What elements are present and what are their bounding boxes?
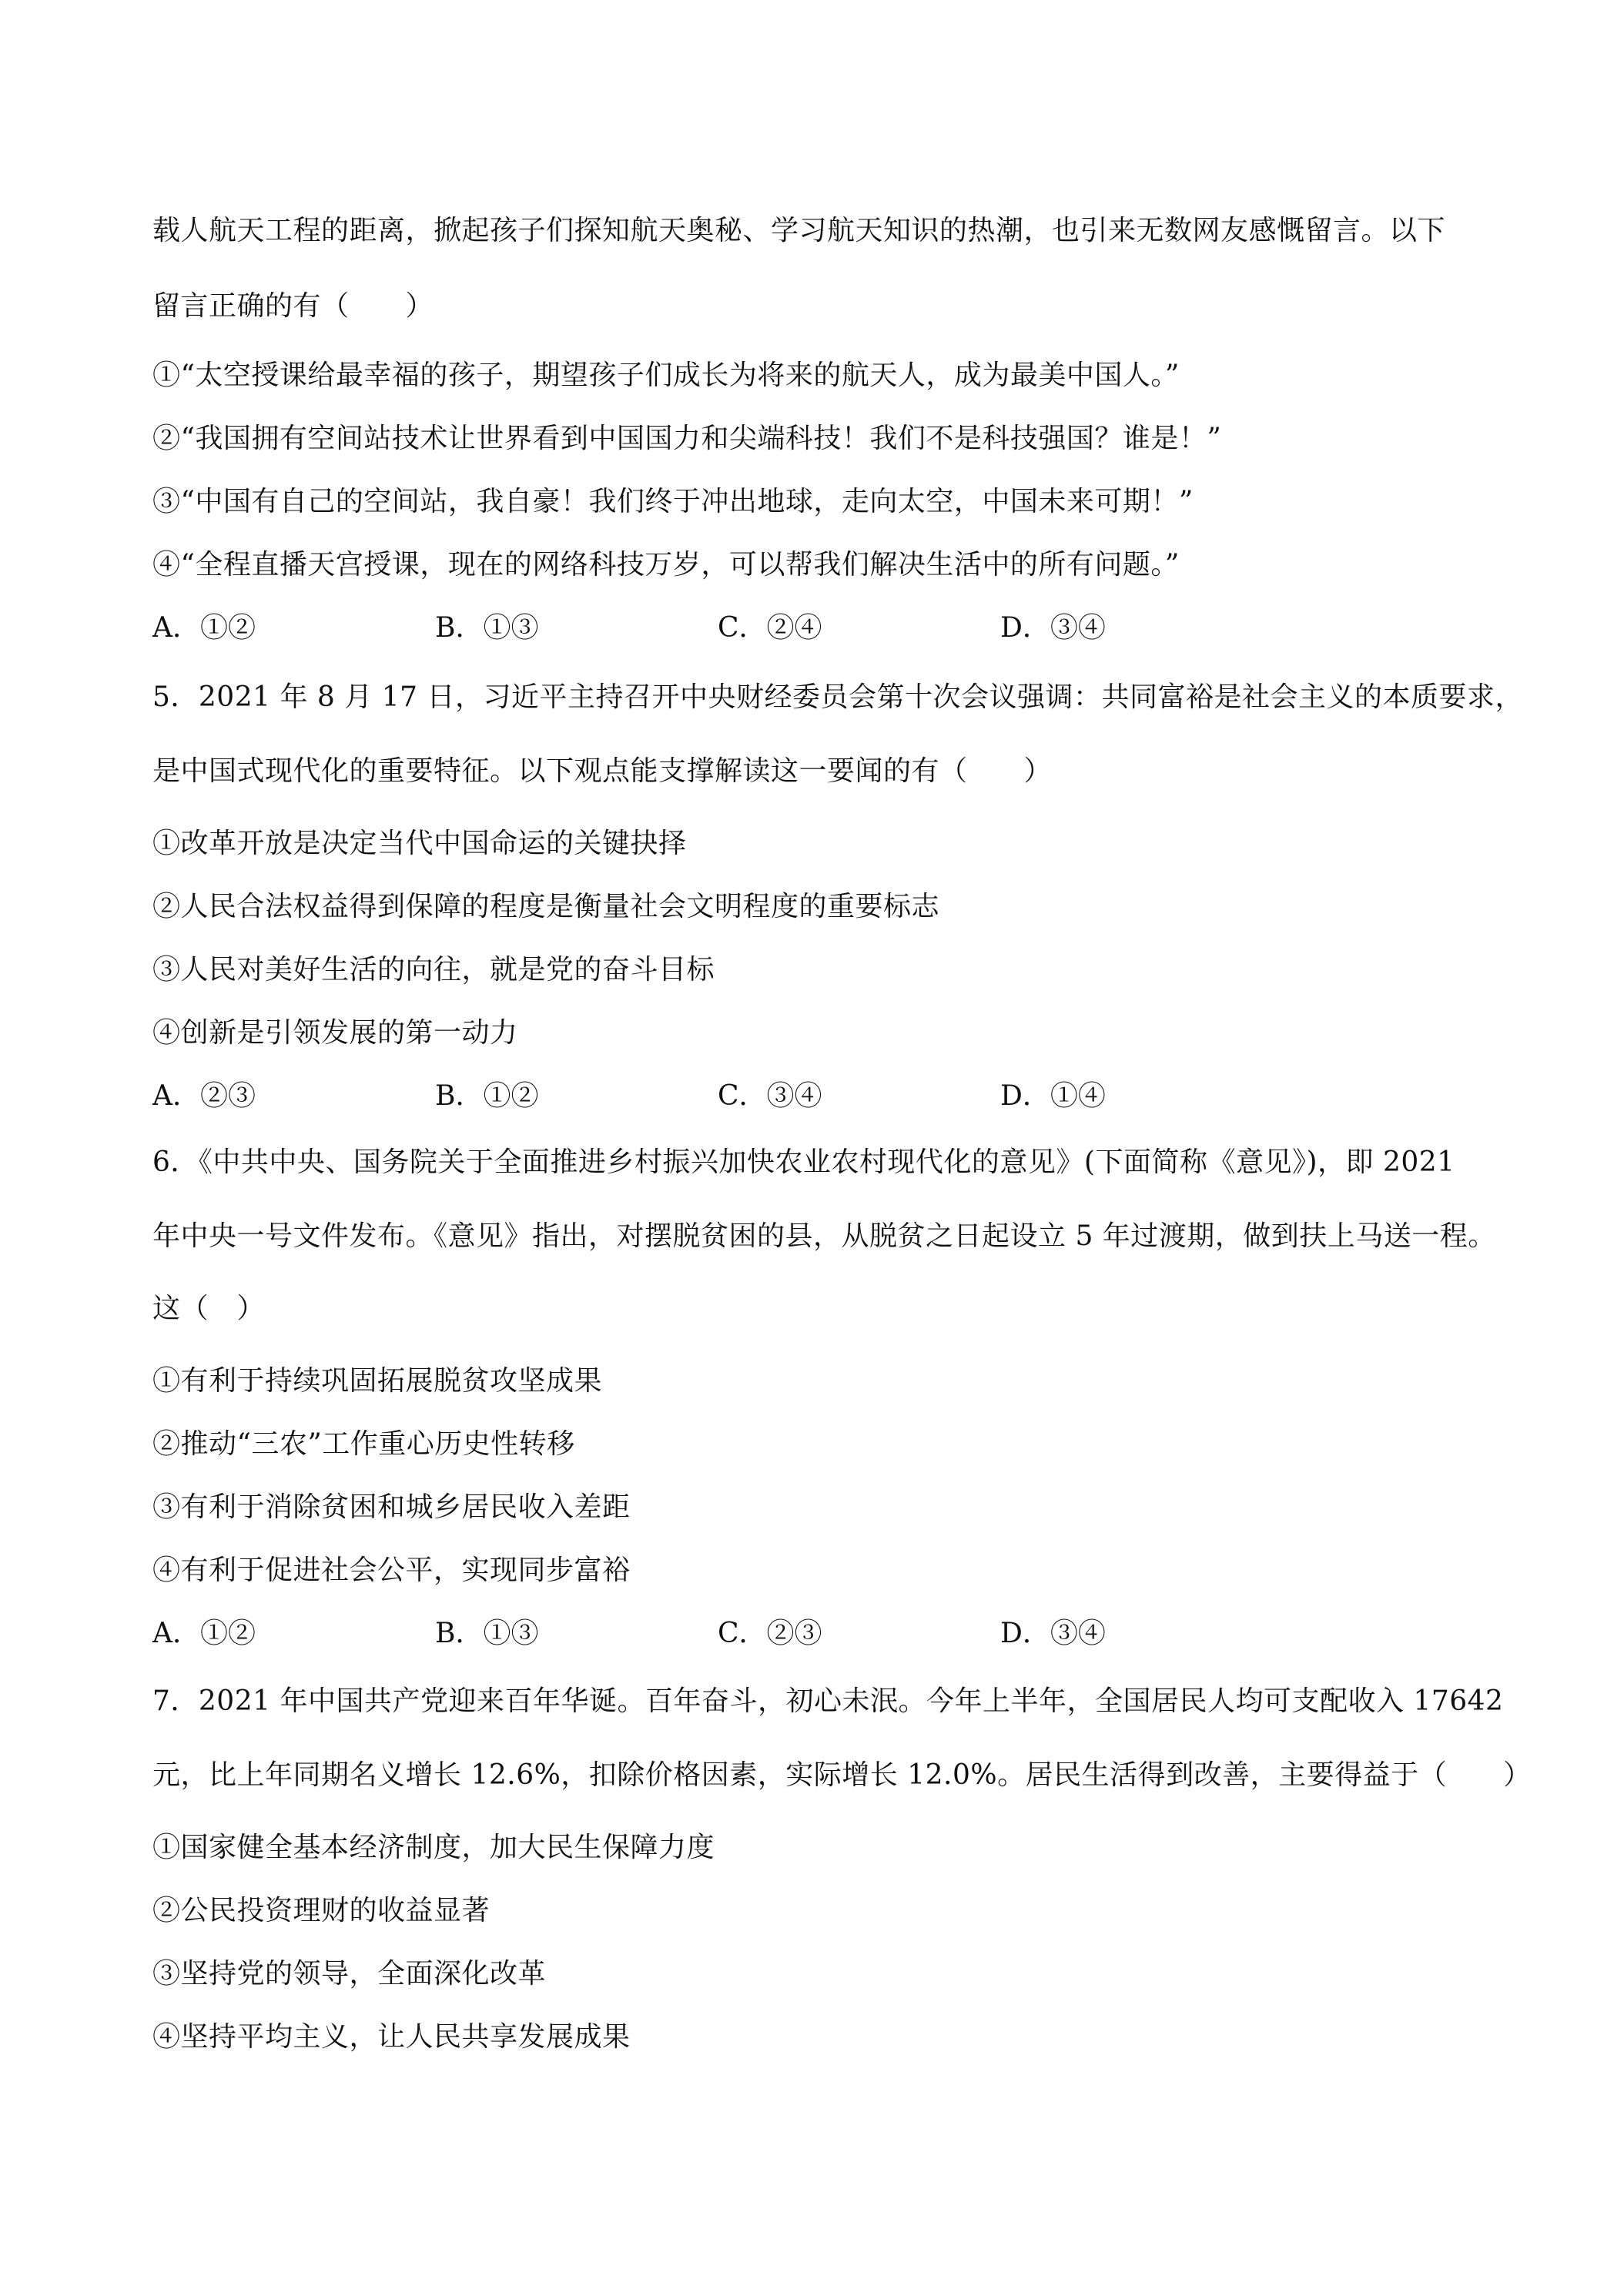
q5-item-1: ①改革开放是决定当代中国命运的关键抉择 [152, 828, 687, 859]
q6-item-4: ④有利于促进社会公平，实现同步富裕 [152, 1555, 631, 1586]
q6-option-b[interactable]: B．①③ [435, 1618, 539, 1649]
q5-item-3: ③人民对美好生活的向往，就是党的奋斗目标 [152, 954, 715, 986]
q7-item-4: ④坚持平均主义，让人民共享发展成果 [152, 2021, 631, 2053]
q6-stem-line3: 这（ ） [152, 1293, 266, 1324]
q6-option-d[interactable]: D．③④ [1000, 1618, 1106, 1649]
q7-item-2: ②公民投资理财的收益显著 [152, 1895, 491, 1926]
q6-stem-line2: 年中央一号文件发布。《意见》指出，对摆脱贫困的县，从脱贫之日起设立 5 年过渡期，做到扶上马送一程。 [152, 1220, 1496, 1252]
q4-stem-line2: 留言正确的有（ ） [152, 290, 434, 322]
q5-item-2: ②人民合法权益得到保障的程度是衡量社会文明程度的重要标志 [152, 891, 940, 922]
q6-item-1: ①有利于持续巩固拓展脱贫攻坚成果 [152, 1365, 603, 1397]
q6-option-a[interactable]: A．①② [152, 1618, 256, 1649]
q5-stem-line2: 是中国式现代化的重要特征。以下观点能支撑解读这一要闻的有（ ） [152, 755, 1053, 787]
q5-option-c[interactable]: C．③④ [718, 1080, 822, 1112]
q4-option-a[interactable]: A．①② [152, 612, 256, 644]
q6-item-3: ③有利于消除贫困和城乡居民收入差距 [152, 1491, 631, 1523]
q5-stem-line1: 5．2021 年 8 月 17 日，习近平主持召开中央财经委员会第十次会议强调：共同富裕是社会主义的本质要求， [152, 681, 1523, 713]
q4-option-d[interactable]: D．③④ [1000, 612, 1106, 644]
q5-option-b[interactable]: B．①② [435, 1080, 539, 1112]
q4-stem-line1: 载人航天工程的距离，掀起孩子们探知航天奥秘、学习航天知识的热潮，也引来无数网友感慨留言。以下 [152, 215, 1446, 246]
q4-option-b[interactable]: B．①③ [435, 612, 539, 644]
q6-item-2: ②推动“三农”工作重心历史性转移 [152, 1428, 575, 1460]
q7-stem-line1: 7．2021 年中国共产党迎来百年华诞。百年奋斗，初心未泯。今年上半年，全国居民人均可支配收入 17642 [152, 1685, 1504, 1717]
q6-stem-line1: 6．《中共中央、国务院关于全面推进乡村振兴加快农业农村现代化的意见》(下面简称《意见》)，即 2021 [152, 1146, 1455, 1178]
q5-option-d[interactable]: D．①④ [1000, 1080, 1106, 1112]
q5-option-a[interactable]: A．②③ [152, 1080, 256, 1112]
q4-item-3: ③“中国有自己的空间站，我自豪！我们终于冲出地球，走向太空，中国未来可期！” [152, 486, 1194, 517]
q7-item-3: ③坚持党的领导，全面深化改革 [152, 1958, 547, 1990]
q7-item-1: ①国家健全基本经济制度，加大民生保障力度 [152, 1832, 715, 1863]
q4-item-2: ②“我国拥有空间站技术让世界看到中国国力和尖端科技！我们不是科技强国？谁是！” [152, 423, 1222, 454]
q6-option-c[interactable]: C．②③ [718, 1618, 822, 1649]
q7-stem-line2: 元，比上年同期名义增长 12.6%，扣除价格因素，实际增长 12.0%。居民生活得到改善，主要得益于（ ） [152, 1759, 1532, 1791]
q5-item-4: ④创新是引领发展的第一动力 [152, 1017, 518, 1049]
q4-option-c[interactable]: C．②④ [718, 612, 822, 644]
q4-item-1: ①“太空授课给最幸福的孩子，期望孩子们成长为将来的航天人，成为最美中国人。” [152, 360, 1180, 391]
q4-item-4: ④“全程直播天宫授课，现在的网络科技万岁，可以帮我们解决生活中的所有问题。” [152, 549, 1180, 581]
